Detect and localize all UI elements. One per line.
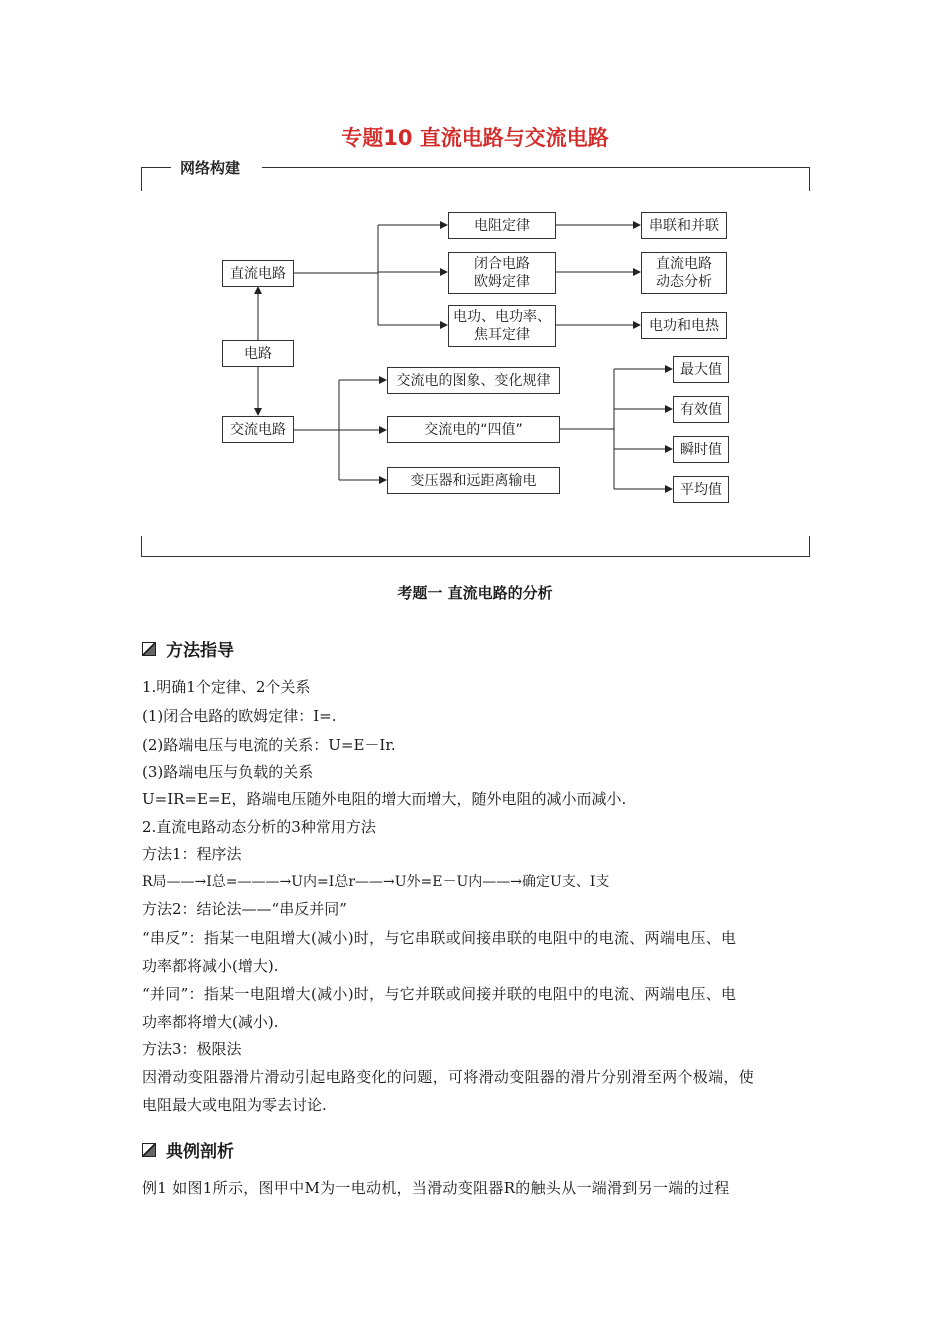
box-ac-circuit: 交流电路: [222, 416, 294, 443]
method-line: R局——→I总=———→U内=I总r——→U外=E－U内——→确定U支、I支: [142, 874, 610, 890]
method-line: U=IR=E=E，路端电压随外电阻的增大而增大，随外电阻的减小而减小.: [142, 790, 627, 808]
box-closed-circuit: 闭合电路 欧姆定律: [448, 252, 556, 294]
example-heading: 典例剖析: [142, 1137, 234, 1162]
topic-title: 考题一 直流电路的分析: [397, 584, 553, 602]
box-average-value: 平均值: [673, 476, 729, 503]
method-line: 2.直流电路动态分析的3种常用方法: [142, 818, 376, 836]
method-line: (1)闭合电路的欧姆定律：I=.: [142, 707, 337, 725]
method-line: 方法3：极限法: [142, 1040, 242, 1058]
network-label: 网络构建: [180, 159, 241, 177]
box-resistance-law: 电阻定律: [448, 212, 556, 239]
box-instant-value: 瞬时值: [673, 436, 729, 463]
box-series-parallel: 串联和并联: [641, 212, 727, 239]
section-marker-icon: [142, 1143, 156, 1157]
box-power: 电功、电功率、 焦耳定律: [448, 305, 556, 347]
method-line: 因滑动变阻器滑片滑动引起电路变化的问题，可将滑动变阻器的滑片分别滑至两个极端，使: [142, 1068, 755, 1086]
method-line: (2)路端电压与电流的关系：U=E－Ir.: [142, 736, 396, 754]
box-max-value: 最大值: [673, 356, 729, 383]
box-ac-four-values: 交流电的“四值”: [387, 416, 560, 443]
method-heading: 方法指导: [142, 636, 234, 661]
box-effective-value: 有效值: [673, 396, 729, 423]
section-marker-icon: [142, 642, 156, 656]
method-line: 电阻最大或电阻为零去讨论.: [142, 1096, 327, 1114]
box-transformer: 变压器和远距离输电: [387, 467, 560, 494]
method-line: 方法2：结论法——“串反并同”: [142, 900, 347, 918]
method-line: 功率都将减小(增大).: [142, 957, 279, 975]
method-line: 方法1：程序法: [142, 845, 242, 863]
box-circuit: 电路: [222, 340, 294, 367]
example-line: 例1 如图1所示，图甲中M为一电动机，当滑动变阻器R的触头从一端滑到另一端的过程: [142, 1179, 730, 1197]
method-line: (3)路端电压与负载的关系: [142, 763, 314, 781]
page-title: 专题10 直流电路与交流电路: [341, 126, 609, 150]
box-ac-image: 交流电的图象、变化规律: [387, 367, 560, 394]
box-dynamic-analysis: 直流电路 动态分析: [641, 252, 727, 294]
method-line: 功率都将增大(减小).: [142, 1013, 279, 1031]
box-work-heat: 电功和电热: [641, 312, 727, 339]
method-line: 1.明确1个定律、2个关系: [142, 678, 311, 696]
box-dc-circuit: 直流电路: [222, 260, 294, 287]
method-line: “并同”：指某一电阻增大(减小)时，与它并联或间接并联的电阻中的电流、两端电压、电: [142, 985, 737, 1003]
method-line: “串反”：指某一电阻增大(减小)时，与它串联或间接串联的电阻中的电流、两端电压、电: [142, 929, 737, 947]
